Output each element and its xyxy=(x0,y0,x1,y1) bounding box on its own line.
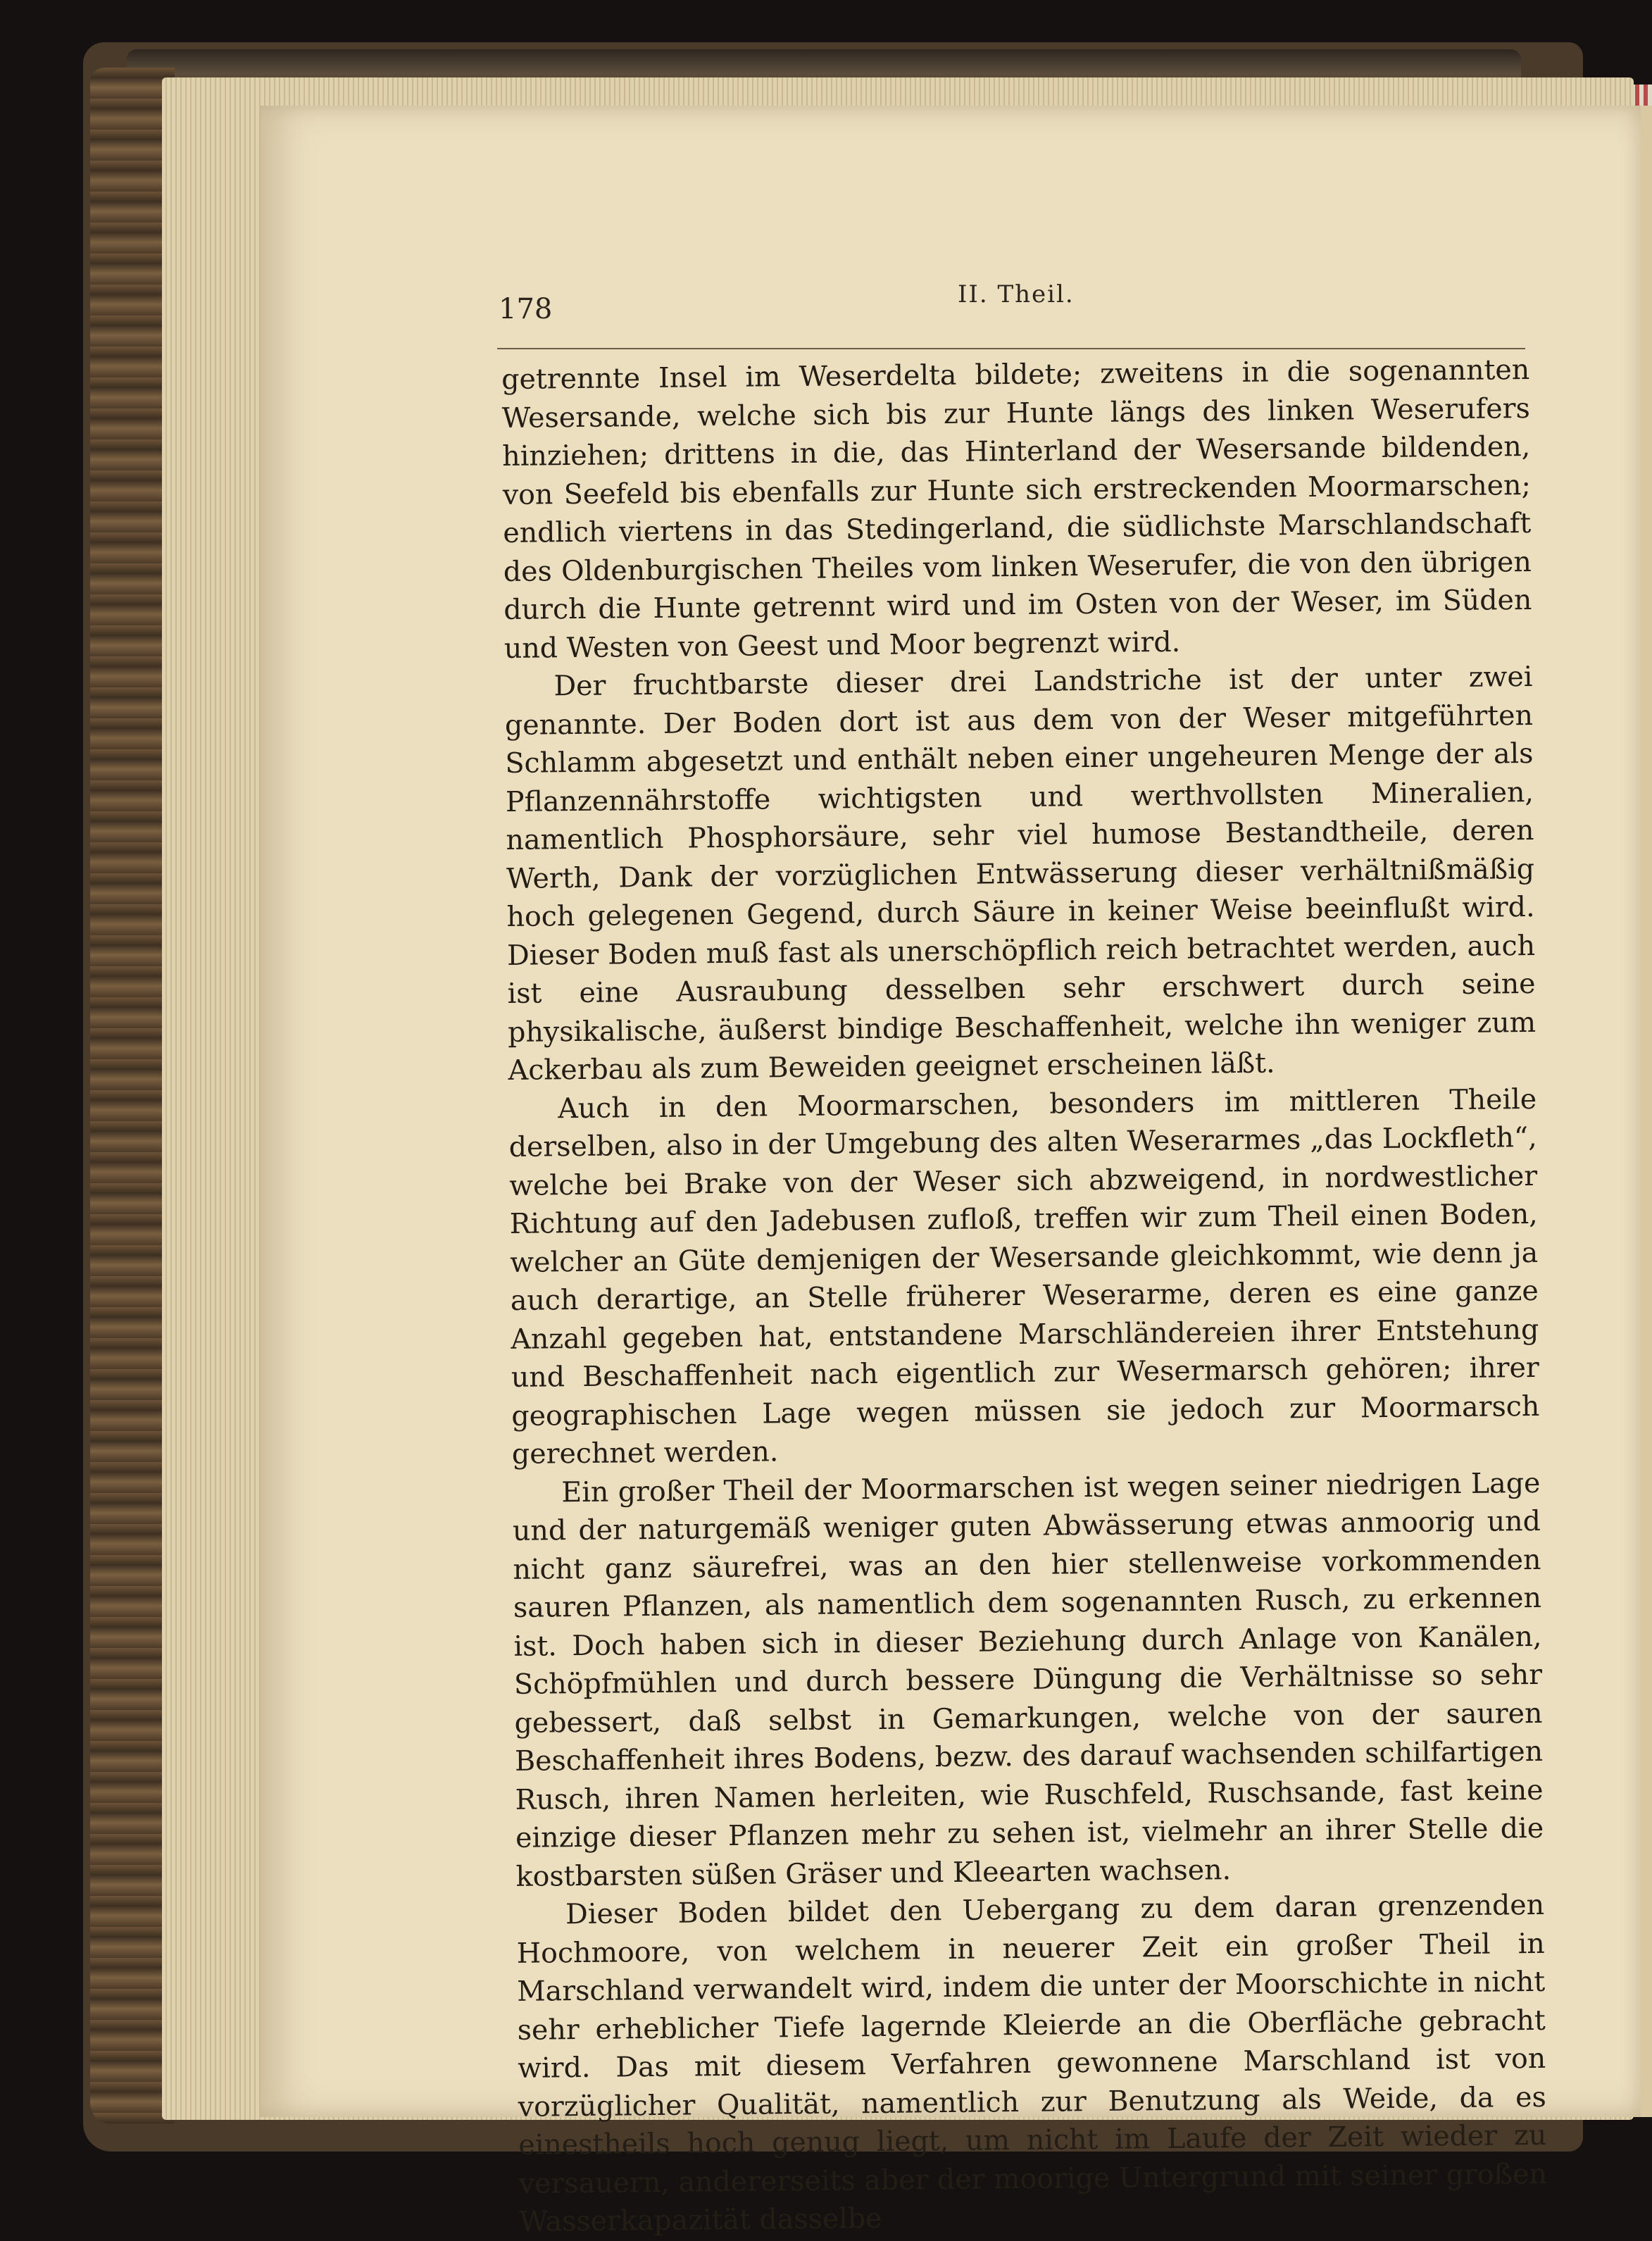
paragraph: Der fruchtbarste dieser drei Landstriche ist der unter zwei genannte. Der Boden dort ist aus dem von der Weser mitgeführten Schlamm abgesetzt und enthält neben einer ungeheuren Menge der als Pflanzennährstoffe wichtigsten und werthvollsten Mineralien, namentlich Phosphorsäure, sehr viel humose Bestandtheile, deren Werth, Dank der vorzüglichen Entwässerung dieser verhältnißmäßig hoch gelegenen Gegend, durch Säure in keiner Weise beeinflußt wird. Dieser Boden muß fast als unerschöpflich reich betrachtet werden, auch ist eine Ausraubung desselben sehr erschwert durch seine physikalische, äußerst bindige Beschaffenheit, welche ihn weniger zum Ackerbau als zum Beweiden geeignet erscheinen läßt. xyxy=(504,660,1537,1087)
paragraph: Dieser Boden bildet den Uebergang zu dem daran grenzenden Hochmoore, von welchem in neuerer Zeit ein großer Theil in Marschland verwandelt wird, indem die unter der Moorschichte in nicht sehr erheblicher Tiefe lagernde Kleierde an die Oberfläche gebracht wird. Das mit diesem Verfahren gewonnene Marschland ist von vorzüglicher Qualität, namentlich zur Benutzung als Weide, da es einestheils hoch genug liegt, um nicht im Laufe der Zeit wieder zu versauern, andererseits aber der moorige Untergrund mit seiner großen Wasserkapazität dasselbe xyxy=(516,1888,1548,2238)
header-rule xyxy=(497,348,1525,349)
body-text xyxy=(501,351,1548,2241)
facing-page-edge xyxy=(1641,106,1652,2117)
paragraph: Ein großer Theil der Moormarschen ist wegen seiner niedrigen Lage und der naturgemäß weniger guten Abwässerung etwas anmoorig und nicht ganz säurefrei, was an den hier stellenweise vorkommenden sauren Pflanzen, als namentlich dem sogenannten Rusch, zu erkennen ist. Doch haben sich in dieser Beziehung durch Anlage von Kanälen, Schöpfmühlen und durch bessere Düngung die Verhältnisse so sehr gebessert, daß selbst in Gemarkungen, welche von der sauren Beschaffenheit ihres Bodens, bezw. des darauf wachsenden schilfartigen Rusch, ihren Namen herleiten, wie Ruschfeld, Ruschsande, fast keine einzige dieser Pflanzen mehr zu sehen ist, vielmehr an ihrer Stelle die kostbarsten süßen Gräser und Kleearten wachsen. xyxy=(512,1466,1544,1893)
running-head: II. Theil. xyxy=(958,280,1075,308)
paragraph: Auch in den Moormarschen, besonders im mittleren Theile derselben, also in der Umgebung des alten Weserarmes „das Lockfleth“, welche bei Brake von der Weser sich abzweigend, in nordwestlicher Richtung auf den Jadebusen zufloß, treffen wir zum Theil einen Boden, welcher an Güte demjenigen der Wesersande gleichkommt, wie denn ja auch derartige, an Stelle früherer Weserarme, deren es eine ganze Anzahl gegeben hat, entstandene Marschländereien ihrer Entstehung und Beschaffenheit nach eigentlich zur Wesermarsch gehören; ihrer geographischen Lage wegen müssen sie jedoch zur Moormarsch gerechnet werden. xyxy=(508,1082,1540,1471)
paragraph: getrennte Insel im Weserdelta bildete; zweitens in die sogenannten Wesersande, welche sich bis zur Hunte längs des linken Weserufers hinziehen; drittens in die, das Hinterland der Wesersande bildenden, von Seefeld bis ebenfalls zur Hunte sich erstreckenden Moormarschen; endlich viertens in das Stedingerland, die südlichste Marschlandschaft des Oldenburgischen Theiles vom linken Weserufer, die von den übrigen durch die Hunte getrennt wird und im Osten von der Weser, im Süden und Westen von Geest und Moor begrenzt wird. xyxy=(501,353,1532,665)
page-number: 178 xyxy=(499,293,553,325)
